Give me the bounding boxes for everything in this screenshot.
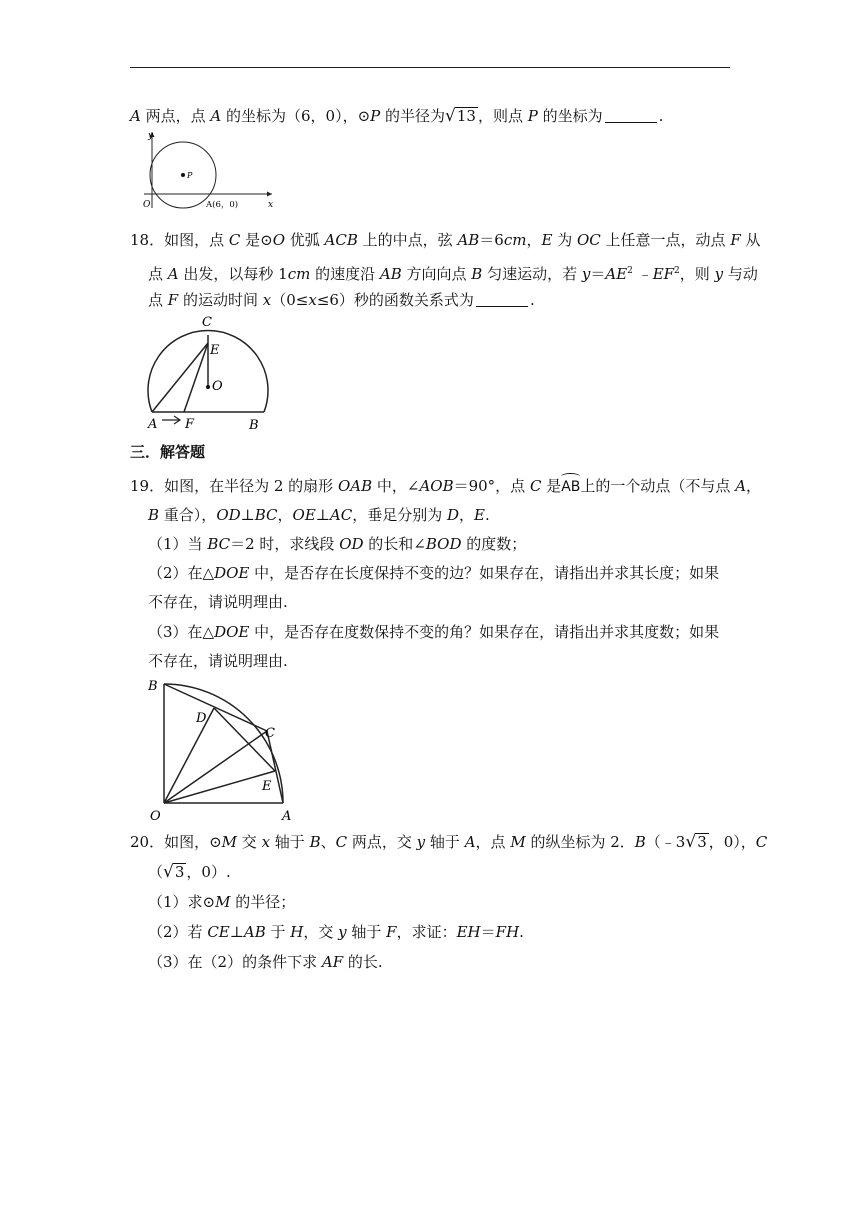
header-rule — [130, 67, 730, 68]
sqrt-sign: √ — [163, 862, 174, 882]
label-y: y — [148, 131, 154, 141]
answer-blank — [476, 292, 528, 307]
q19-line1: 19．如图，在半径为 2 的扇形 OAB 中，∠AOB＝90°，点 C 是AB上的一个动点（不与点 A， — [130, 477, 762, 495]
q19-part2-line2: 不存在，请说明理由. — [148, 593, 288, 611]
label-a: A — [282, 809, 292, 824]
q19-part2-line1: （2）在△DOE 中，是否存在长度保持不变的边？如果存在，请指出并求其长度；如果 — [148, 564, 720, 582]
label-f: F — [185, 417, 195, 432]
label-e: E — [210, 343, 220, 358]
label-p: P — [187, 171, 193, 180]
q19-part1: （1）当 BC＝2 时，求线段 OD 的长和∠BOD 的度数； — [148, 535, 527, 553]
x-axis-arrow — [267, 192, 272, 197]
q19-part3-line2: 不存在，请说明理由. — [148, 652, 288, 670]
q18-line3: 点 F 的运动时间 x（0≤x≤6）秒的函数关系式为 . — [148, 291, 535, 309]
q19-figure — [142, 672, 302, 824]
center-p — [181, 173, 185, 177]
label-a: A — [148, 417, 158, 432]
chord-bc — [164, 684, 267, 731]
q19-part3-line1: （3）在△DOE 中，是否存在度数保持不变的角？如果存在，请指出并求其度数；如果 — [148, 623, 720, 641]
segment-ef — [184, 343, 208, 412]
label-o: O — [212, 379, 223, 394]
label-c: C — [202, 315, 212, 330]
q19-line2: B 重合），OD⊥BC，OE⊥AC，垂足分别为 D，E. — [148, 506, 490, 524]
sqrt-sign: √ — [685, 832, 697, 852]
answer-blank — [605, 108, 657, 123]
label-a: A(6，0) — [206, 200, 239, 210]
segment-od — [164, 708, 214, 803]
q18-figure — [140, 310, 280, 435]
segment-oe — [164, 771, 275, 803]
arc-ab: AB — [561, 479, 581, 495]
q20-line1: 20．如图，⊙M 交 x 轴于 B、C 两点，交 y 轴于 A，点 M 的纵坐标为 2．B（﹣3√3 ，0），C — [130, 832, 768, 852]
label-c: C — [265, 726, 275, 741]
label-d: D — [196, 711, 207, 726]
q20-line2: （√3 ，0）. — [148, 862, 231, 882]
segment-oc — [164, 731, 267, 803]
sqrt-sign: √ — [445, 106, 456, 126]
label-o: O — [150, 809, 161, 824]
label-e: E — [262, 779, 272, 794]
q18-line1: 18．如图，点 C 是⊙O 优弧 ACB 上的中点，弦 AB＝6cm，E 为 OC 上任意一点，动点 F 从 — [130, 231, 761, 249]
q17-text: A 两点，点 A 的坐标为（6，0），⊙P 的半径为√13 ，则点 P 的坐标为 . — [130, 106, 664, 126]
label-b: B — [249, 418, 259, 433]
label-x: x — [268, 200, 274, 210]
section-heading: 三．解答题 — [130, 443, 206, 461]
q20-part2: （2）若 CE⊥AB 于 H，交 y 轴于 F，求证：EH＝FH. — [148, 923, 524, 941]
q17-figure — [140, 128, 280, 212]
label-o: O — [143, 200, 151, 210]
center-o — [206, 385, 210, 389]
label-b: B — [148, 679, 158, 694]
q20-part3: （3）在（2）的条件下求 AF 的长. — [148, 953, 383, 971]
q18-line2: 点 A 出发，以每秒 1cm 的速度沿 AB 方向向点 B 匀速运动，若 $y=AE^2$ $﹣EF^2$，则 y 与动 — [148, 265, 758, 283]
q20-part1: （1）求⊙M 的半径； — [148, 893, 296, 911]
